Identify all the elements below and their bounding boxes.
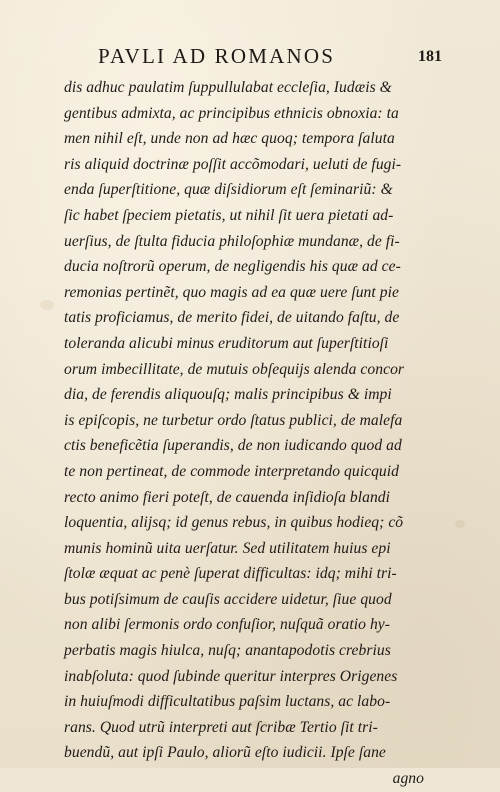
text-line: tatis proficiamus, de merito fidei, de uitando faſtu, de	[64, 309, 400, 327]
text-line: non alibi ſermonis ordo confuſior, nuſquã oratio hy-	[64, 616, 391, 634]
folio-number: 181	[418, 48, 442, 65]
text-line: enda ſuperſtitione, quæ diſsidiorum eſt ſeminariũ: &	[64, 181, 393, 199]
text-line: gentibus admixta, ac principibus ethnicis obnoxia: ta	[64, 104, 399, 122]
text-line: ctis beneficẽtia ſuperandis, de non iudicando quod ad	[64, 437, 402, 455]
text-line: ris aliquid doctrinæ poſſit accõmodari, ueluti de fugi-	[64, 155, 402, 173]
text-line: is epiſcopis, ne turbetur ordo ſtatus publici, de malefa	[64, 411, 403, 429]
text-line: bus potiſsimum de cauſis accidere uidetur, ſiue quod	[64, 590, 392, 608]
page-header	[0, 44, 500, 68]
text-line: loquentia, alijsq; id genus rebus, in quibus hodieq; cõ	[64, 514, 404, 532]
text-line: orum imbecillitate, de mutuis obſequijs alenda concor	[64, 360, 405, 378]
body-text	[64, 75, 426, 792]
text-line: in huiuſmodi difficultatibus paſsim luctans, ac labo-	[64, 693, 391, 711]
text-line: uerſius, de ſtulta fiducia philoſophiæ mundanæ, de fi-	[64, 232, 400, 250]
text-line: ducia noſtrorũ operum, de negligendis his quæ ad ce-	[64, 258, 401, 276]
text-line: dia, de ferendis aliquouſq; malis principibus & impi	[64, 386, 392, 404]
running-head: PAVLI AD ROMANOS	[98, 44, 336, 68]
catchword: agno	[392, 770, 424, 788]
text-line: buendũ, aut ipſi Paulo, aliorũ eſto iudicii. Ipſe ſane	[64, 744, 386, 762]
text-line: recto animo fieri poteſt, de cauenda inſidioſa blandi	[64, 488, 391, 506]
text-line: toleranda alicubi minus eruditorum aut ſuperſtitioſi	[64, 334, 389, 352]
text-line: remonias pertinẽt, quo magis ad ea quæ uere ſunt pie	[64, 283, 399, 301]
text-line: ſtolæ æquat ac penè ſuperat difficultas: idq; mihi tri-	[64, 565, 397, 583]
text-line: perbatis magis hiulca, nuſq; anantapodotis crebrius	[64, 642, 391, 660]
text-line: ſic habet ſpeciem pietatis, ut nihil ſit uera pietati ad-	[64, 206, 394, 224]
text-line: munis hominũ uita uerſatur. Sed utilitatem huius epi	[64, 539, 391, 557]
text-line: men nihil eſt, unde non ad hæc quoq; tempora ſaluta	[64, 130, 395, 148]
text-line: te non pertineat, de commode interpretando quicquid	[64, 462, 400, 480]
text-line: rans. Quod utrũ interpreti aut ſcribæ Tertio ſit tri-	[64, 718, 378, 736]
text-line: dis adhuc paulatim ſuppullulabat eccleſia, Iudæis &	[64, 79, 392, 96]
paper-stain	[40, 300, 54, 310]
text-line: inabſoluta: quod ſubinde queritur interpres Origenes	[64, 667, 398, 685]
paper-stain	[455, 520, 465, 528]
